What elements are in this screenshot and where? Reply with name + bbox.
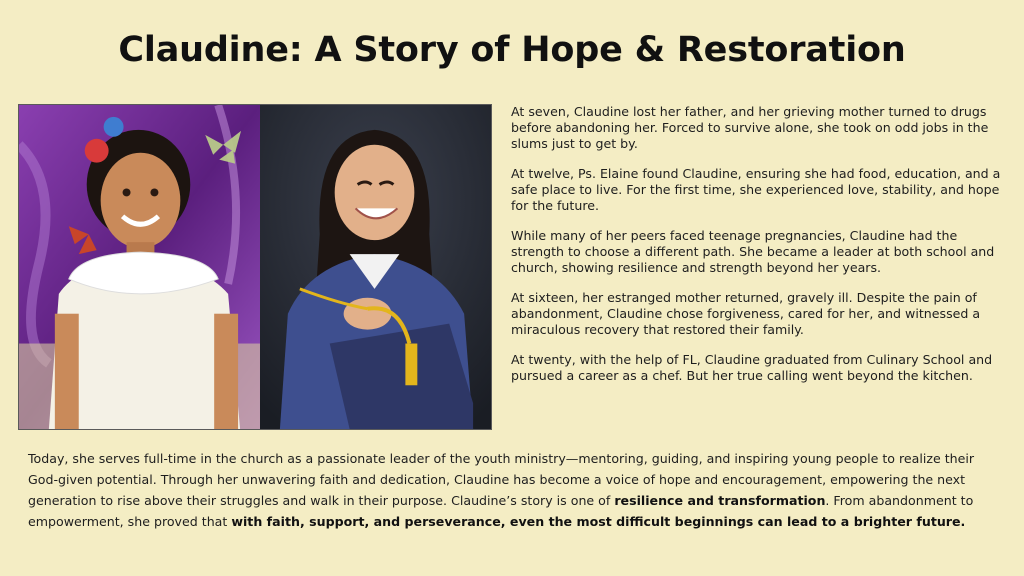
graduation-photo-illustration [260, 105, 491, 429]
story-paragraphs [511, 104, 1003, 398]
story-paragraph-age-twenty: At twenty, with the help of FL, Claudine graduated from Culinary School and pursued a career as a chef. But her true calling went beyond the kitchen. [511, 352, 993, 383]
childhood-photo [19, 105, 260, 429]
summary-bold-conclusion: with faith, support, and perseverance, even the most difficult beginnings can lead to a brighter future. [231, 514, 966, 529]
story-paragraph-age-twelve: At twelve, Ps. Elaine found Claudine, ensuring she had food, education, and a safe place to live. For the first time, she experienced love, stability, and hope for the future. [511, 166, 1001, 213]
summary-paragraph [28, 448, 998, 532]
graduation-photo [260, 105, 491, 429]
childhood-photo-illustration [19, 105, 260, 429]
story-paragraph-age-sixteen: At sixteen, her estranged mother returned, gravely ill. Despite the pain of abandonment, Claudine chose forgiveness, cared for her, and witnessed a miraculous recovery that restored their family. [511, 290, 981, 337]
page-title: Claudine: A Story of Hope & Restoration [118, 30, 906, 70]
summary-bold-resilience: resilience and transformation [614, 493, 826, 508]
story-paragraph-age-seven: At seven, Claudine lost her father, and her grieving mother turned to drugs before abandoning her. Forced to survive alone, she took on odd jobs in the slums just to get by. [511, 104, 989, 151]
photo-collage [18, 104, 492, 430]
story-paragraph-teen-years: While many of her peers faced teenage pregnancies, Claudine had the strength to choose a different path. She became a leader at both school and church, showing resilience and strength beyond her years. [511, 228, 995, 275]
summary-text-1: Today, she serves full-time in the church as a passionate leader of the youth ministry—mentoring, guiding, and inspiring young people to realize their God-given potential. Through her unwavering faith and dedication, Claudine has become a voice of hope and encouragement, empowering the next generation to rise above their struggles and walk in their purpose. Claudine’s story is one of [28, 451, 975, 508]
summary-text-2: . From abandonment to empowerment, she proved that [28, 493, 974, 529]
